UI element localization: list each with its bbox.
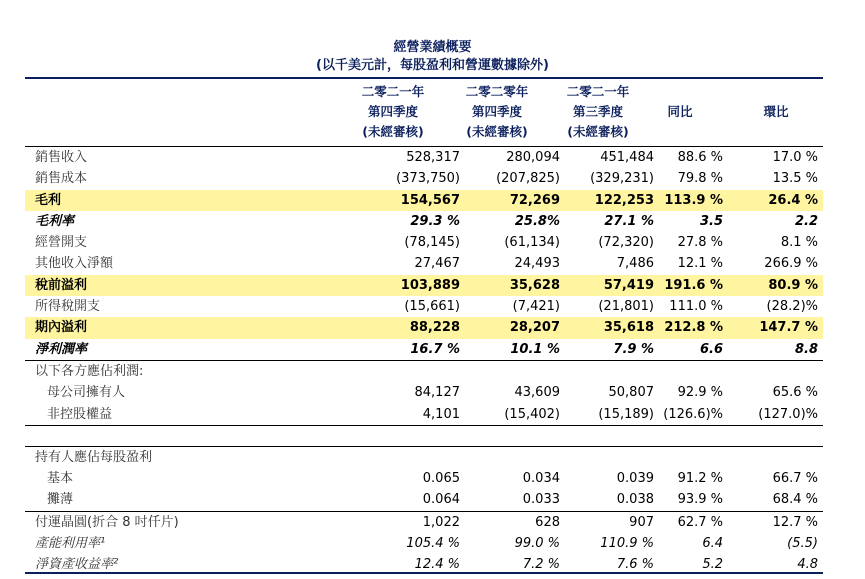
row-label: 產能利用率¹ xyxy=(35,536,106,552)
cell-q3-2021: 57,419 xyxy=(603,277,654,293)
row-label: 所得稅開支 xyxy=(35,299,101,315)
col-header-year: 二零二零年 xyxy=(465,84,529,99)
column-header xyxy=(0,82,865,144)
cell-yoy: 88.6 % xyxy=(677,150,723,165)
table-row-gross-margin xyxy=(25,211,823,232)
cell-yoy: 6.6 xyxy=(699,341,723,357)
cell-q4-2021: 0.065 xyxy=(422,471,460,487)
row-label: 銷售成本 xyxy=(35,171,88,187)
results-table xyxy=(25,146,823,576)
cell-qoq: 8.8 xyxy=(794,341,818,357)
table-row-cost-of-sales xyxy=(25,168,823,189)
table-row-income-tax xyxy=(25,296,823,317)
row-label: 銷售收入 xyxy=(35,150,88,165)
cell-qoq: 26.4 % xyxy=(768,192,818,208)
cell-q3-2021: 7.6 % xyxy=(616,557,654,573)
table-row-operating-expenses xyxy=(25,232,823,253)
cell-q4-2021: 1,022 xyxy=(422,514,460,530)
col-header-q4-2021 xyxy=(342,82,444,142)
cell-qoq: 266.9 % xyxy=(764,256,818,272)
cell-qoq: 13.5 % xyxy=(772,171,818,187)
cell-qoq: 2.2 xyxy=(794,213,818,229)
cell-q3-2021: 7,486 xyxy=(616,256,654,272)
row-label: 淨資產收益率² xyxy=(35,557,119,573)
cell-yoy: 111.0 % xyxy=(669,299,723,315)
row-label: 毛利 xyxy=(35,192,62,208)
cell-q4-2021: 103,889 xyxy=(400,277,460,293)
row-label: 期內溢利 xyxy=(35,320,88,336)
table-row-period-profit xyxy=(25,317,823,338)
cell-q3-2021: 0.038 xyxy=(616,492,654,508)
cell-q3-2021: 35,618 xyxy=(603,320,654,336)
cell-qoq: (5.5) xyxy=(787,536,818,552)
report-title: 經營業績概要 xyxy=(393,40,472,55)
row-label: 淨利潤率 xyxy=(35,341,88,357)
cell-qoq: 4.8 xyxy=(797,557,818,573)
row-label: 經營開支 xyxy=(35,235,88,251)
cell-q3-2021: (21,801) xyxy=(598,299,654,315)
col-header-quarter: 第三季度 xyxy=(572,104,623,119)
col-header-quarter: 第四季度 xyxy=(471,104,522,119)
cell-q4-2021: 105.4 % xyxy=(406,536,460,552)
cell-yoy: 191.6 % xyxy=(664,277,723,293)
cell-qoq: 80.9 % xyxy=(768,277,818,293)
cell-yoy: 62.7 % xyxy=(677,514,723,530)
table-row-eps-header xyxy=(25,446,823,468)
cell-qoq: (28.2)% xyxy=(766,299,818,315)
cell-q3-2021: 27.1 % xyxy=(604,213,654,229)
row-label: 毛利率 xyxy=(35,213,75,229)
cell-yoy: 5.2 xyxy=(702,557,723,573)
cell-q3-2021: (72,320) xyxy=(598,235,654,251)
cell-q4-2020: 99.0 % xyxy=(514,536,560,552)
table-row-wafer-shipments xyxy=(25,511,823,533)
table-row-gross-profit xyxy=(25,190,823,211)
table-row-revenue xyxy=(25,146,823,168)
col-header-year: 二零二一年 xyxy=(361,84,425,99)
row-label: 付運晶圓(折合 8 吋仟片) xyxy=(35,514,179,530)
cell-yoy: 3.5 xyxy=(699,213,723,229)
cell-q4-2020: (207,825) xyxy=(496,171,560,187)
cell-qoq: 8.1 % xyxy=(780,235,818,251)
cell-q4-2021: (78,145) xyxy=(404,235,460,251)
col-header-audit: (未經審核) xyxy=(567,124,629,139)
row-label: 基本 xyxy=(47,471,74,487)
cell-q3-2021: 122,253 xyxy=(594,192,654,208)
col-header-quarter: 第四季度 xyxy=(367,104,418,119)
cell-q4-2020: 628 xyxy=(535,514,560,530)
cell-q3-2021: 0.039 xyxy=(616,471,654,487)
col-header-q4-2020 xyxy=(446,82,548,142)
cell-qoq: 65.6 % xyxy=(772,385,818,401)
cell-yoy: 113.9 % xyxy=(664,192,723,208)
cell-q4-2021: (15,661) xyxy=(404,299,460,315)
cell-yoy: 6.4 xyxy=(702,536,723,552)
cell-yoy: 93.9 % xyxy=(677,492,723,508)
cell-yoy: 79.8 % xyxy=(677,171,723,187)
row-label: 攤薄 xyxy=(47,492,74,508)
row-label: 以下各方應佔利潤: xyxy=(35,363,144,379)
cell-q4-2021: 88,228 xyxy=(409,320,460,336)
cell-q4-2021: 528,317 xyxy=(406,150,460,165)
col-header-audit: (未經審核) xyxy=(466,124,528,139)
table-row-other-income xyxy=(25,253,823,274)
table-spacer xyxy=(25,426,823,446)
bottom-rule xyxy=(25,572,823,574)
cell-q4-2021: 4,101 xyxy=(422,406,460,422)
cell-q4-2020: 280,094 xyxy=(506,150,560,165)
table-row-non-controlling xyxy=(25,404,823,426)
cell-q4-2020: 25.8% xyxy=(514,213,560,229)
top-rule xyxy=(25,77,823,79)
cell-q4-2020: (61,134) xyxy=(504,235,560,251)
cell-q4-2020: 0.033 xyxy=(522,492,560,508)
cell-q3-2021: 7.9 % xyxy=(613,341,654,357)
cell-yoy: 27.8 % xyxy=(677,235,723,251)
row-label: 稅前溢利 xyxy=(35,277,88,293)
cell-q3-2021: (329,231) xyxy=(590,171,654,187)
cell-q4-2021: 27,467 xyxy=(414,256,460,272)
cell-q4-2021: 12.4 % xyxy=(414,557,460,573)
cell-q3-2021: 907 xyxy=(629,514,654,530)
cell-yoy: 92.9 % xyxy=(677,385,723,401)
col-header-q3-2021 xyxy=(547,82,649,142)
cell-q3-2021: (15,189) xyxy=(598,406,654,422)
cell-yoy: 212.8 % xyxy=(664,320,723,336)
cell-qoq: 147.7 % xyxy=(759,320,818,336)
cell-q4-2020: 0.034 xyxy=(522,471,560,487)
cell-q4-2021: 16.7 % xyxy=(410,341,460,357)
cell-q4-2020: 72,269 xyxy=(509,192,560,208)
cell-q4-2020: (15,402) xyxy=(504,406,560,422)
cell-q3-2021: 50,807 xyxy=(608,385,654,401)
col-header-audit: (未經審核) xyxy=(362,124,424,139)
cell-q4-2020: (7,421) xyxy=(512,299,560,315)
row-label: 非控股權益 xyxy=(47,406,113,422)
cell-q4-2021: 29.3 % xyxy=(410,213,460,229)
cell-q4-2020: 28,207 xyxy=(509,320,560,336)
table-row-eps-basic xyxy=(25,468,823,489)
cell-q4-2021: (373,750) xyxy=(396,171,460,187)
cell-qoq: (127.0)% xyxy=(758,406,818,422)
cell-q4-2020: 10.1 % xyxy=(510,341,560,357)
cell-q4-2020: 7.2 % xyxy=(522,557,560,573)
cell-qoq: 12.7 % xyxy=(772,514,818,530)
cell-q3-2021: 110.9 % xyxy=(600,536,654,552)
cell-q4-2020: 35,628 xyxy=(509,277,560,293)
cell-yoy: (126.6)% xyxy=(663,406,723,422)
cell-qoq: 68.4 % xyxy=(772,492,818,508)
cell-q3-2021: 451,484 xyxy=(600,150,654,165)
cell-yoy: 12.1 % xyxy=(677,256,723,272)
report-subtitle: (以千美元計，每股盈利和營運數據除外) xyxy=(316,58,549,73)
row-label: 其他收入淨額 xyxy=(35,256,114,272)
table-row-owners xyxy=(25,382,823,403)
table-row-attributable-header xyxy=(25,361,823,382)
row-label: 母公司擁有人 xyxy=(47,385,126,401)
col-header-year: 二零二一年 xyxy=(566,84,630,99)
col-header-yoy: 同比 xyxy=(667,104,693,119)
table-row-net-margin xyxy=(25,339,823,361)
cell-q4-2021: 154,567 xyxy=(400,192,460,208)
cell-q4-2021: 84,127 xyxy=(414,385,460,401)
cell-q4-2020: 24,493 xyxy=(514,256,560,272)
cell-qoq: 66.7 % xyxy=(772,471,818,487)
row-label: 持有人應佔每股盈利 xyxy=(35,449,153,465)
table-row-eps-diluted xyxy=(25,489,823,510)
table-row-utilization xyxy=(25,533,823,554)
cell-qoq: 17.0 % xyxy=(772,150,818,165)
cell-q4-2020: 43,609 xyxy=(514,385,560,401)
col-header-qoq: 環比 xyxy=(763,104,789,119)
table-row-profit-before-tax xyxy=(25,275,823,296)
cell-q4-2021: 0.064 xyxy=(422,492,460,508)
cell-yoy: 91.2 % xyxy=(677,471,723,487)
